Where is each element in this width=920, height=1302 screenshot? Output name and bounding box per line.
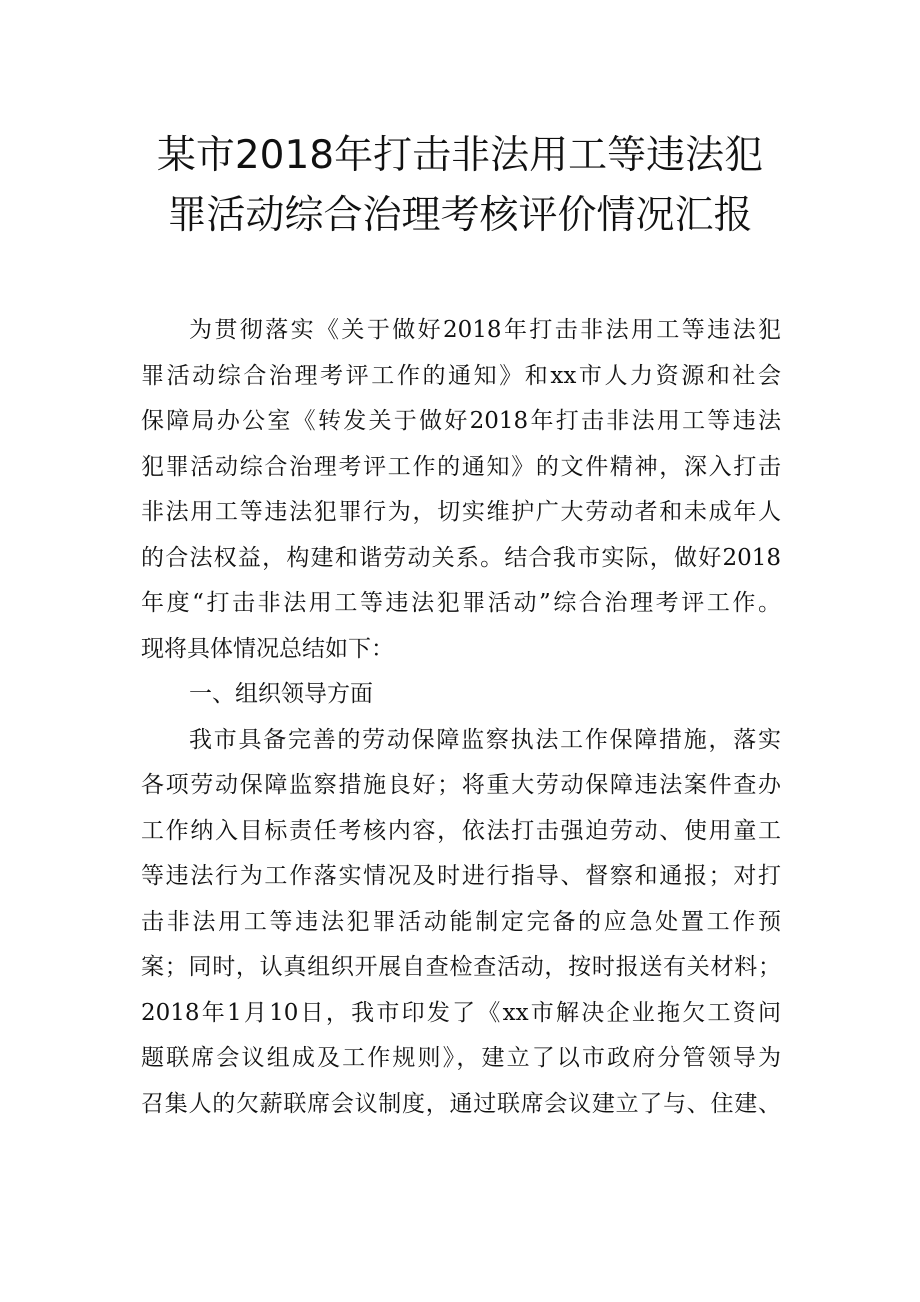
text-line: 题联席会议组成及工作规则》，建立了以市政府分管领导为: [141, 1045, 781, 1071]
text-line: 为贯彻落实《关于做好2018年打击非法用工等违法犯: [189, 317, 781, 343]
text-line: 的合法权益，构建和谐劳动关系。结合我市实际，做好2018: [141, 544, 781, 571]
text-line: 各项劳动保障监察措施良好；将重大劳动保障违法案件查办: [141, 772, 781, 798]
text-line: 非法用工等违法犯罪行为，切实维护广大劳动者和未成年人: [141, 499, 781, 525]
text-line: 工作纳入目标责任考核内容，依法打击强迫劳动、使用童工: [141, 817, 781, 844]
text-line: 犯罪活动综合治理考评工作的通知》的文件精神，深入打击: [141, 453, 781, 480]
text-line: 案；同时，认真组织开展自查检查活动，按时报送有关材料；: [141, 954, 781, 980]
text-line: 罪活动综合治理考评工作的通知》和xx市人力资源和社会: [141, 362, 781, 389]
text-line: 召集人的欠薪联席会议制度，通过联席会议建立了与、住建、: [141, 1090, 781, 1117]
text-line: 现将具体情况总结如下：: [141, 635, 394, 662]
document-body: [141, 308, 781, 1127]
text-line: 2018年1月10日，我市印发了《xx市解决企业拖欠工资问: [141, 999, 781, 1026]
section-heading: 一、组织领导方面: [189, 681, 373, 707]
paragraph-organization: [141, 718, 781, 1128]
text-line: 等违法行为工作落实情况及时进行指导、督察和通报；对打: [141, 863, 781, 889]
title-line-2: 罪活动综合治理考核评价情况汇报: [167, 193, 753, 238]
text-line: 击非法用工等违法犯罪活动能制定完备的应急处置工作预: [141, 908, 781, 935]
text-line: 年度“打击非法用工等违法犯罪活动”综合治理考评工作。: [141, 590, 781, 616]
text-line: 保障局办公室《转发关于做好2018年打击非法用工等违法: [141, 408, 781, 434]
paragraph-intro: [141, 308, 781, 672]
document-title: [130, 126, 790, 246]
text-line: 我市具备完善的劳动保障监察执法工作保障措施，落实: [189, 726, 781, 753]
title-line-1: 某市2018年打击非法用工等违法犯: [156, 133, 764, 178]
